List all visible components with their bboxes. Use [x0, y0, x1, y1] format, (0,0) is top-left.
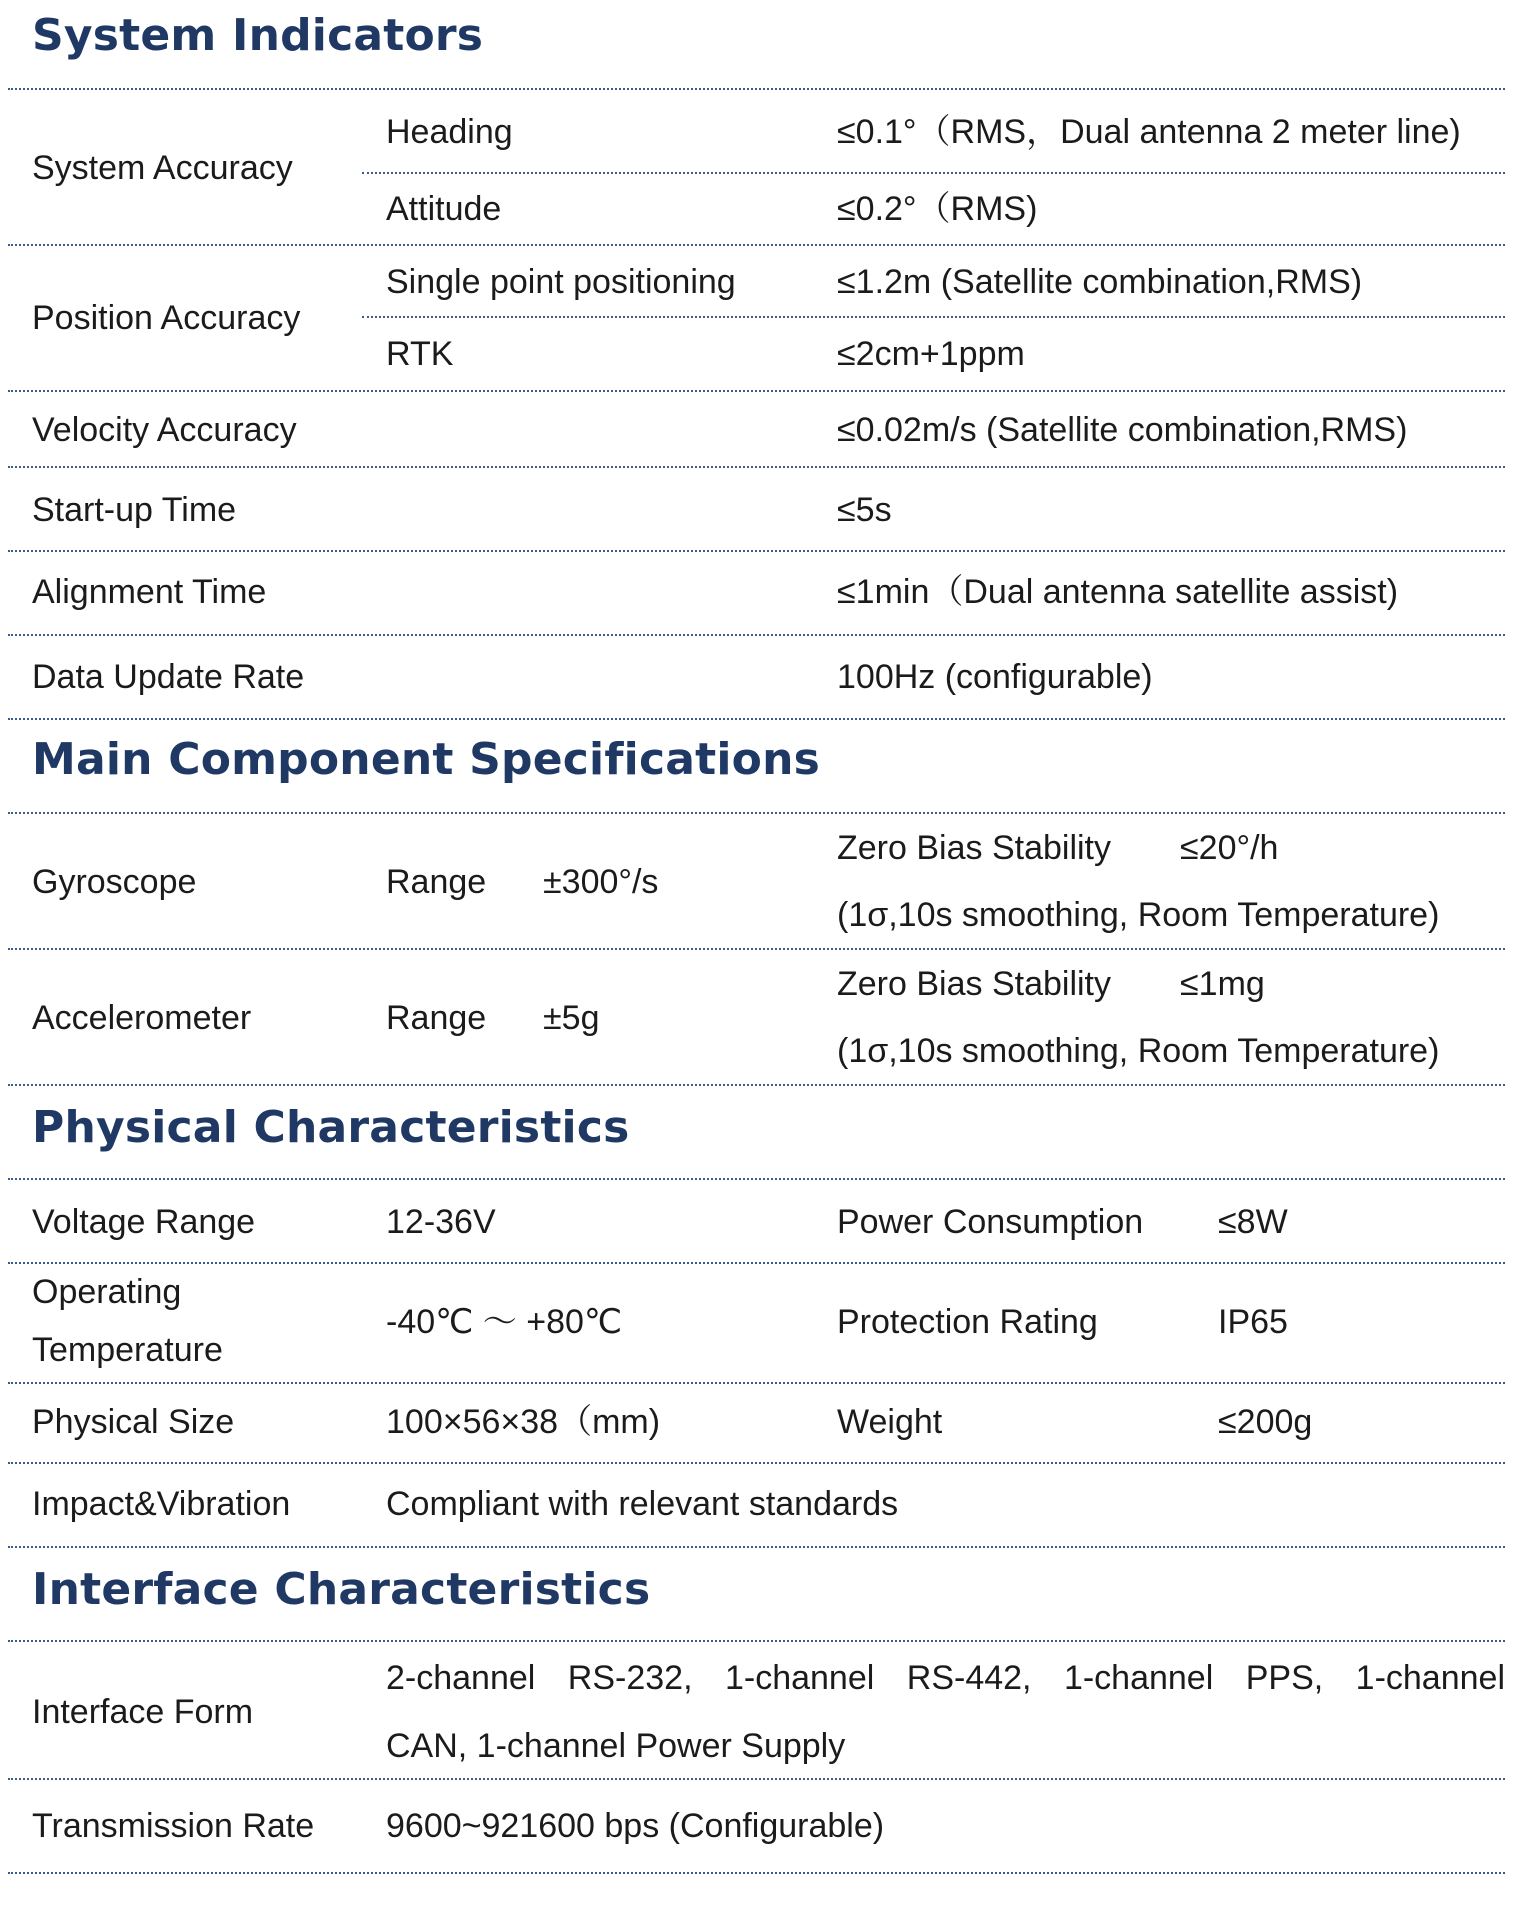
- accelerometer-label: Accelerometer: [32, 999, 252, 1037]
- divider: [8, 1546, 1505, 1548]
- power-consumption-label: Power Consumption: [837, 1203, 1144, 1241]
- operating-temperature-value: -40℃ ～ +80℃: [386, 1303, 623, 1341]
- interface-form-label: Interface Form: [32, 1693, 254, 1731]
- voltage-range-value: 12-36V: [386, 1203, 496, 1241]
- divider: [8, 1462, 1505, 1464]
- gyroscope-zbs-note: (1σ,10s smoothing, Room Temperature): [837, 896, 1440, 934]
- rtk-value: ≤2cm+1ppm: [837, 335, 1025, 373]
- velocity-accuracy-label: Velocity Accuracy: [32, 411, 297, 449]
- weight-label: Weight: [837, 1403, 943, 1441]
- divider: [8, 390, 1505, 392]
- system-accuracy-label: System Accuracy: [32, 149, 293, 187]
- interface-form-value-line1: 2-channel RS-232, 1-channel RS-442, 1-channel PPS, 1-channel: [386, 1659, 1505, 1697]
- divider: [8, 244, 1505, 246]
- alignment-time-label: Alignment Time: [32, 573, 267, 611]
- physical-size-label: Physical Size: [32, 1403, 235, 1441]
- section-title-interface: Interface Characteristics: [32, 1564, 651, 1615]
- attitude-value: ≤0.2°（RMS): [837, 190, 1038, 228]
- power-consumption-value: ≤8W: [1218, 1203, 1288, 1241]
- physical-size-value: 100×56×38（mm): [386, 1403, 661, 1441]
- heading-label: Heading: [386, 113, 513, 151]
- impact-vibration-label: Impact&Vibration: [32, 1485, 291, 1523]
- transmission-rate-value: 9600~921600 bps (Configurable): [386, 1807, 885, 1845]
- interface-form-value-line2: CAN, 1-channel Power Supply: [386, 1727, 846, 1765]
- divider: [8, 1640, 1505, 1642]
- divider: [8, 1382, 1505, 1384]
- section-title-physical: Physical Characteristics: [32, 1102, 630, 1153]
- protection-rating-value: IP65: [1218, 1303, 1288, 1341]
- accelerometer-zbs-label: Zero Bias Stability: [837, 965, 1111, 1003]
- data-update-rate-label: Data Update Rate: [32, 658, 305, 696]
- gyroscope-range-label: Range: [386, 863, 487, 901]
- startup-time-label: Start-up Time: [32, 491, 237, 529]
- gyroscope-label: Gyroscope: [32, 863, 197, 901]
- divider: [8, 88, 1505, 90]
- divider: [8, 1778, 1505, 1780]
- impact-vibration-value: Compliant with relevant standards: [386, 1485, 899, 1523]
- velocity-accuracy-value: ≤0.02m/s (Satellite combination,RMS): [837, 411, 1408, 449]
- accelerometer-range-label: Range: [386, 999, 487, 1037]
- spp-label: Single point positioning: [386, 263, 736, 301]
- divider: [8, 1178, 1505, 1180]
- data-update-rate-value: 100Hz (configurable): [837, 658, 1153, 696]
- attitude-label: Attitude: [386, 190, 502, 228]
- protection-rating-label: Protection Rating: [837, 1303, 1098, 1341]
- alignment-time-value: ≤1min（Dual antenna satellite assist): [837, 573, 1399, 611]
- divider: [8, 718, 1505, 720]
- position-accuracy-label: Position Accuracy: [32, 299, 301, 337]
- divider: [8, 948, 1505, 950]
- divider: [8, 1262, 1505, 1264]
- section-title-main-components: Main Component Specifications: [32, 734, 820, 785]
- accelerometer-zbs-value: ≤1mg: [1180, 965, 1265, 1003]
- gyroscope-range-value: ±300°/s: [543, 863, 659, 901]
- heading-value: ≤0.1°（RMS，Dual antenna 2 meter line): [837, 113, 1461, 151]
- transmission-rate-label: Transmission Rate: [32, 1807, 315, 1845]
- divider: [8, 466, 1505, 468]
- divider: [8, 1084, 1505, 1086]
- divider: [8, 550, 1505, 552]
- startup-time-value: ≤5s: [837, 491, 892, 529]
- divider: [362, 316, 1505, 318]
- operating-temperature-label-line2: Temperature: [32, 1331, 223, 1369]
- accelerometer-range-value: ±5g: [543, 999, 600, 1037]
- rtk-label: RTK: [386, 335, 454, 373]
- weight-value: ≤200g: [1218, 1403, 1313, 1441]
- divider: [8, 1872, 1505, 1874]
- voltage-range-label: Voltage Range: [32, 1203, 256, 1241]
- spp-value: ≤1.2m (Satellite combination,RMS): [837, 263, 1363, 301]
- section-title-system-indicators: System Indicators: [32, 10, 484, 61]
- accelerometer-zbs-note: (1σ,10s smoothing, Room Temperature): [837, 1032, 1440, 1070]
- divider: [362, 172, 1505, 174]
- divider: [8, 634, 1505, 636]
- gyroscope-zbs-value: ≤20°/h: [1180, 829, 1279, 867]
- gyroscope-zbs-label: Zero Bias Stability: [837, 829, 1111, 867]
- divider: [8, 812, 1505, 814]
- operating-temperature-label-line1: Operating: [32, 1273, 182, 1311]
